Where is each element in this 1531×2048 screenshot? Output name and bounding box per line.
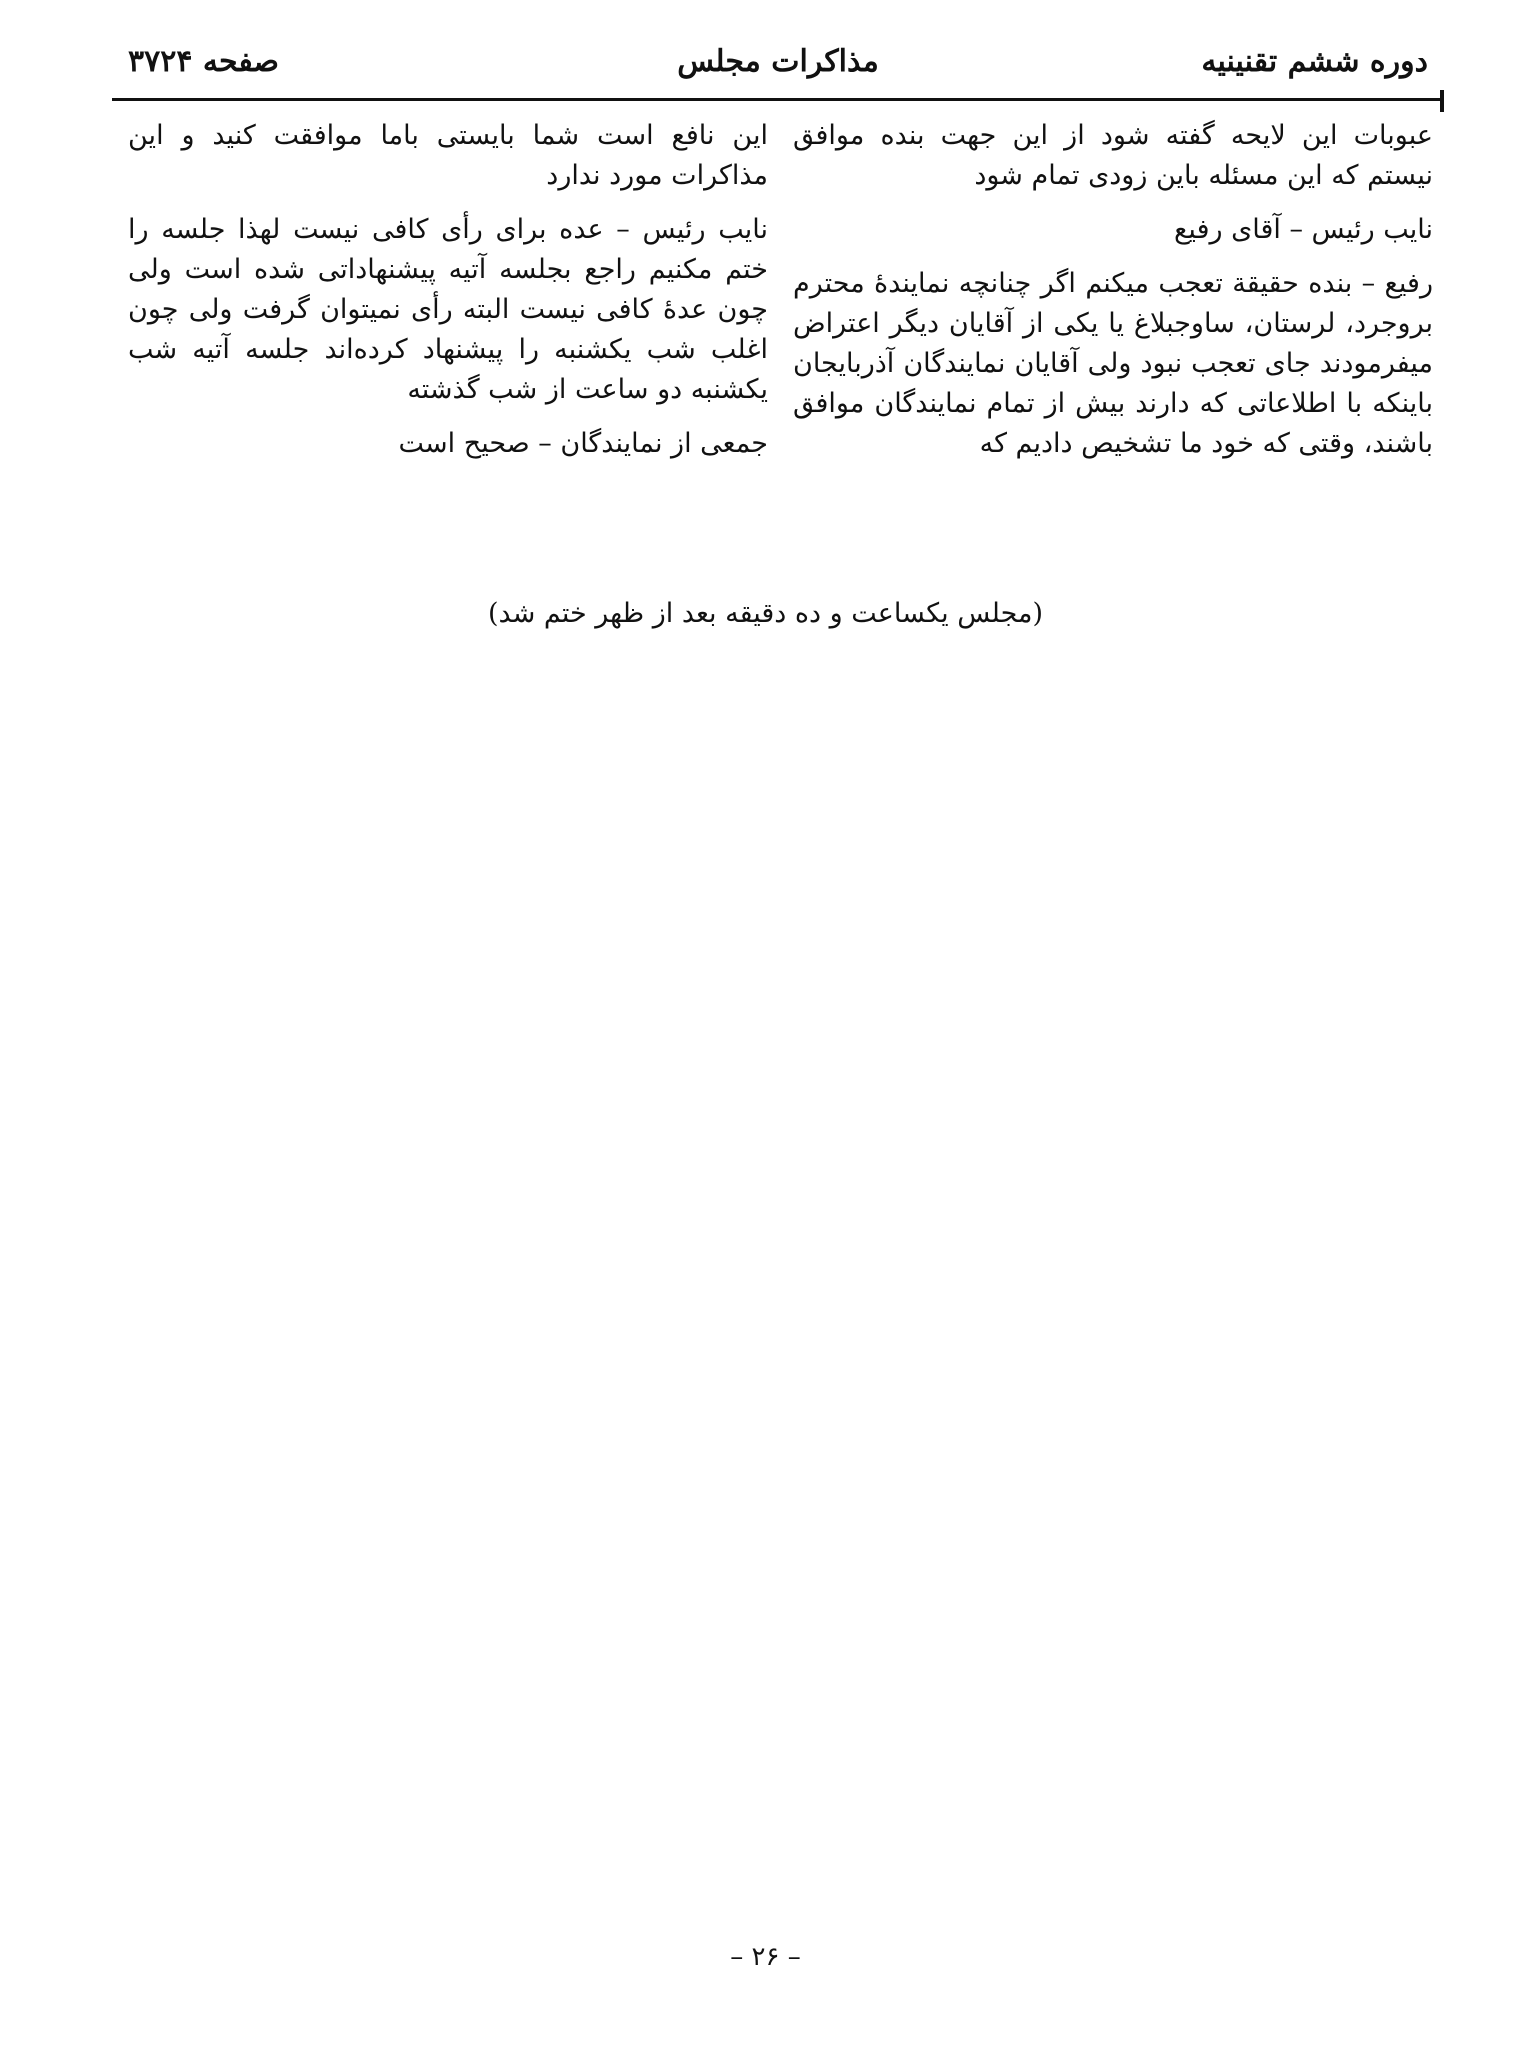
header-rule-tick (1440, 90, 1444, 112)
right-column (793, 116, 1433, 464)
publication-title: مذاکرات مجلس (677, 44, 879, 79)
session-label: دوره ششم تقنینیه (1201, 44, 1428, 79)
right-paragraph-1: عبوبات این لایحه گفته شود از این جهت بنده موافق نیستم که این مسئله باین زودی تمام شود (793, 120, 1433, 191)
right-paragraph-2: نایب رئیس – آقای رفیع (1174, 214, 1433, 245)
left-paragraph-1: این نافع است شما بایستی باما موافقت کنید و این مذاکرات مورد ندارد (128, 120, 768, 191)
page-number-header: صفحه ۳۷۲۴ (128, 44, 279, 79)
header-rule (112, 98, 1442, 101)
page-header (128, 44, 1428, 94)
closing-note: (مجلس یکساعت و ده دقیقه بعد از ظهر ختم شد) (487, 598, 1044, 629)
left-paragraph-2: نایب رئیس – عده برای رأی کافی نیست لهذا جلسه را ختم مکنیم راجع بجلسه آتیه پیشنهاداتی شده است ولی چون عدهٔ کافی نیست البته رأی نمیتوان گرفت ولی چون اغلب شب یکشنبه را پیشنهاد کرده‌اند جلسه آتیه شب یکشنبه دو ساعت از شب گذشته (128, 214, 768, 405)
page-footer-number: – ۲۶ – (730, 1942, 801, 1972)
left-paragraph-3: جمعی از نمایندگان – صحیح است (398, 428, 768, 459)
right-paragraph-3: رفیع – بنده حقیقة تعجب میکنم اگر چنانچه نمایندهٔ محترم بروجرد، لرستان، ساوجبلاغ یا یکی از آقایان دیگر اعتراض میفرمودند جای تعجب نبود ولی آقایان نمایندگان آذربایجان باینکه با اطلاعاتی که دارند بیش از تمام نمایندگان موافق باشند، وقتی که خود ما تشخیص دادیم که (793, 268, 1433, 459)
left-column (128, 116, 768, 464)
